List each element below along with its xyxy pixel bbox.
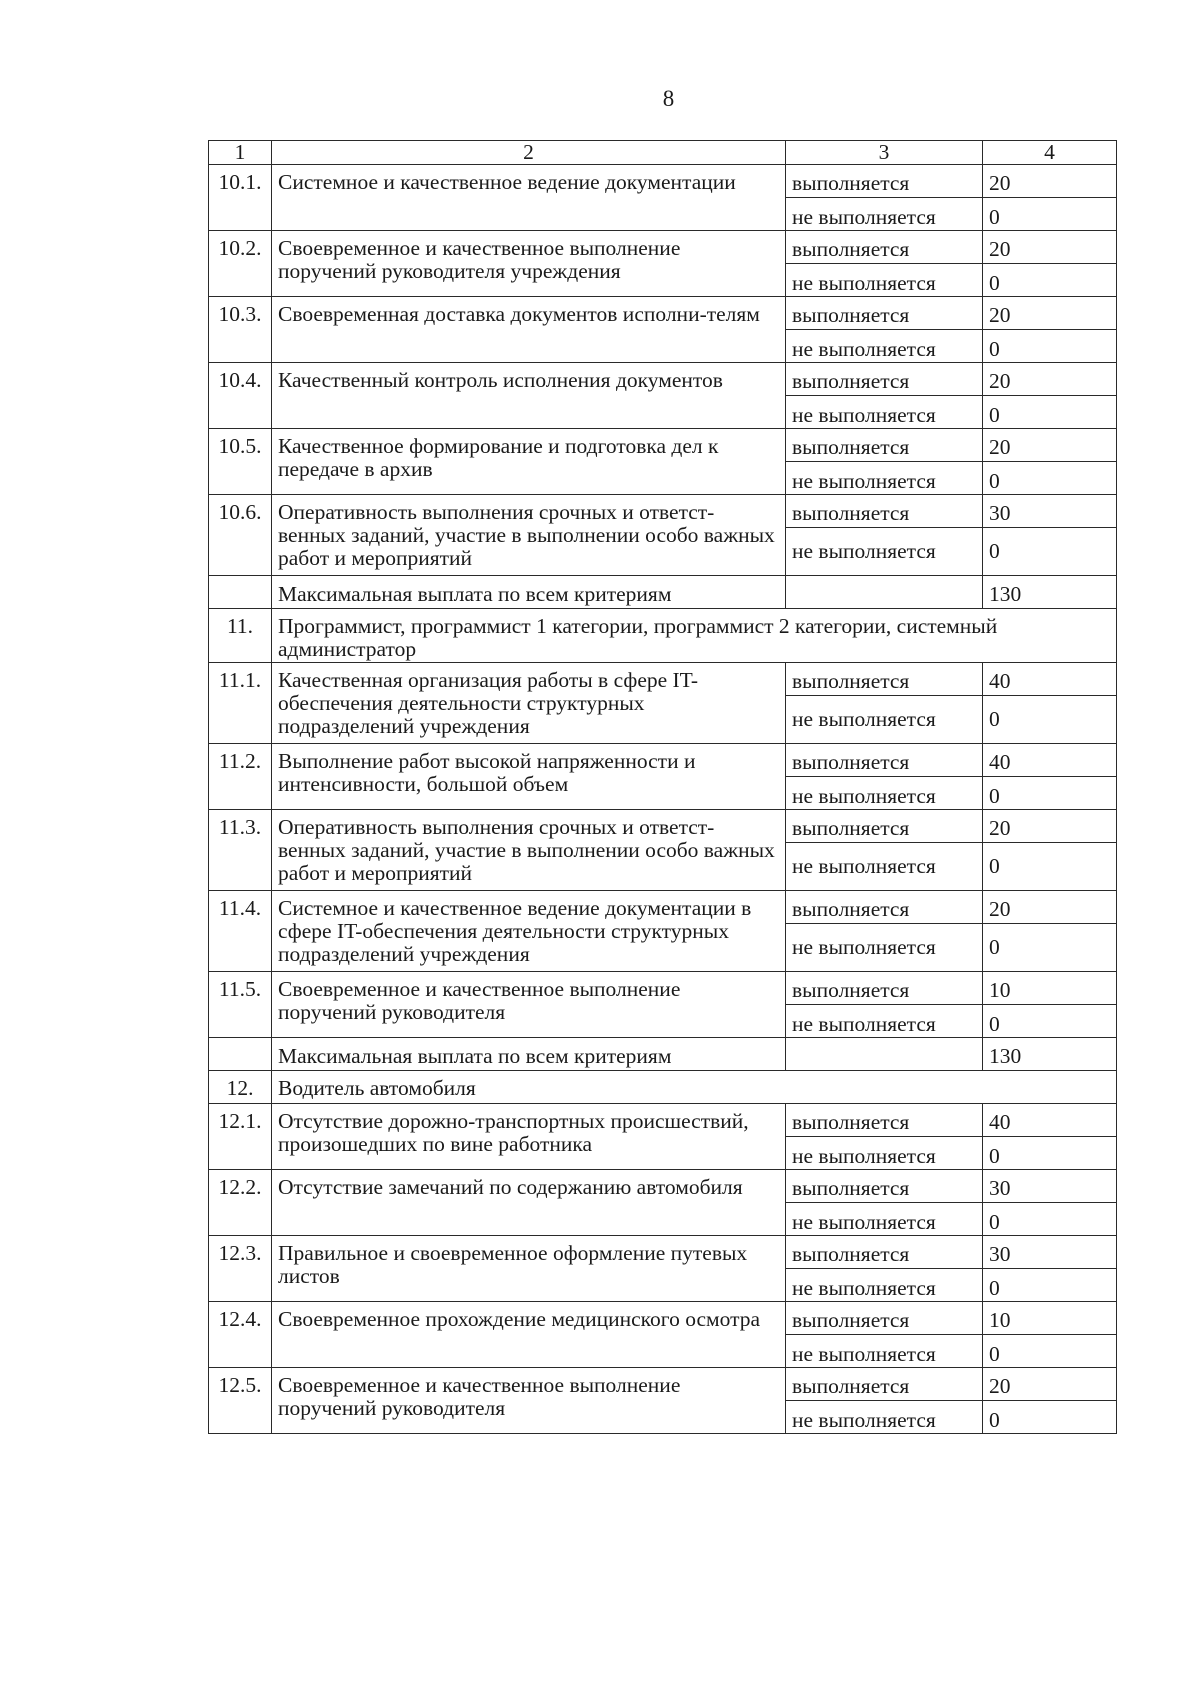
criterion-number: 10.2. (209, 231, 272, 297)
table-row (209, 429, 1117, 462)
table-row (209, 165, 1117, 198)
criteria-table (208, 140, 1117, 1434)
points-done: 10 (983, 1302, 1117, 1335)
result-done: выполняется (786, 1302, 983, 1335)
result-not-done: не выполняется (786, 462, 983, 495)
table-row (209, 1302, 1117, 1335)
criterion-number: 12.3. (209, 1236, 272, 1302)
criterion-number: 11.3. (209, 810, 272, 891)
points-not-done: 0 (983, 1203, 1117, 1236)
result-not-done: не выполняется (786, 330, 983, 363)
criterion-number: 10.3. (209, 297, 272, 363)
empty-cell (209, 576, 272, 609)
result-done: выполняется (786, 744, 983, 777)
points-not-done: 0 (983, 396, 1117, 429)
criterion-text: Выполнение работ высокой напряженности и интенсивности, большой объем (272, 744, 786, 810)
criterion-number: 10.5. (209, 429, 272, 495)
points-done: 20 (983, 810, 1117, 843)
table-row (209, 810, 1117, 843)
criterion-number: 12.2. (209, 1170, 272, 1236)
table-row (209, 495, 1117, 528)
points-done: 20 (983, 297, 1117, 330)
result-done: выполняется (786, 297, 983, 330)
points-not-done: 0 (983, 1269, 1117, 1302)
result-not-done: не выполняется (786, 843, 983, 891)
criterion-text: Отсутствие дорожно-транспортных происшествий, произошедших по вине работника (272, 1104, 786, 1170)
max-payment-row (209, 1038, 1117, 1071)
result-not-done: не выполняется (786, 696, 983, 744)
table-row (209, 891, 1117, 924)
criterion-number: 12.4. (209, 1302, 272, 1368)
points-done: 30 (983, 495, 1117, 528)
result-done: выполняется (786, 1170, 983, 1203)
section-title: Программист, программист 1 категории, программист 2 категории, системный администратор (272, 609, 1117, 663)
header-cell: 2 (272, 141, 786, 165)
result-done: выполняется (786, 1236, 983, 1269)
criterion-number: 11.1. (209, 663, 272, 744)
table-row (209, 972, 1117, 1005)
criterion-text: Оперативность выполнения срочных и ответст-венных заданий, участие в выполнении особо важных работ и мероприятий (272, 810, 786, 891)
points-done: 20 (983, 165, 1117, 198)
criterion-text: Качественная организация работы в сфере IT-обеспечения деятельности структурных подразделений учреждения (272, 663, 786, 744)
result-done: выполняется (786, 165, 983, 198)
result-not-done: не выполняется (786, 1005, 983, 1038)
max-payment-label: Максимальная выплата по всем критериям (272, 576, 786, 609)
table-row (209, 1170, 1117, 1203)
points-not-done: 0 (983, 528, 1117, 576)
header-cell: 3 (786, 141, 983, 165)
table-row (209, 744, 1117, 777)
result-not-done: не выполняется (786, 1137, 983, 1170)
criterion-number: 12.5. (209, 1368, 272, 1434)
result-not-done: не выполняется (786, 1269, 983, 1302)
result-not-done: не выполняется (786, 1335, 983, 1368)
result-not-done: не выполняется (786, 1203, 983, 1236)
criterion-number: 11.4. (209, 891, 272, 972)
points-not-done: 0 (983, 924, 1117, 972)
result-done: выполняется (786, 972, 983, 1005)
empty-cell (209, 1038, 272, 1071)
points-done: 30 (983, 1236, 1117, 1269)
table-header-row (209, 141, 1117, 165)
points-not-done: 0 (983, 1005, 1117, 1038)
points-done: 20 (983, 891, 1117, 924)
points-done: 20 (983, 429, 1117, 462)
criterion-text: Оперативность выполнения срочных и ответст-венных заданий, участие в выполнении особо важных работ и мероприятий (272, 495, 786, 576)
points-not-done: 0 (983, 696, 1117, 744)
table-row (209, 363, 1117, 396)
criterion-text: Своевременное и качественное выполнение поручений руководителя (272, 972, 786, 1038)
section-number: 11. (209, 609, 272, 663)
result-not-done: не выполняется (786, 1401, 983, 1434)
result-done: выполняется (786, 1368, 983, 1401)
criterion-text: Отсутствие замечаний по содержанию автомобиля (272, 1170, 786, 1236)
table-row (209, 1104, 1117, 1137)
result-done: выполняется (786, 663, 983, 696)
points-not-done: 0 (983, 1137, 1117, 1170)
section-number: 12. (209, 1071, 272, 1104)
result-done: выполняется (786, 429, 983, 462)
result-not-done: не выполняется (786, 924, 983, 972)
table-row (209, 231, 1117, 264)
result-done: выполняется (786, 495, 983, 528)
points-done: 40 (983, 744, 1117, 777)
criterion-text: Своевременное прохождение медицинского осмотра (272, 1302, 786, 1368)
page-number: 8 (662, 86, 675, 111)
max-payment-row (209, 576, 1117, 609)
criterion-number: 10.4. (209, 363, 272, 429)
header-cell: 1 (209, 141, 272, 165)
table-row (209, 663, 1117, 696)
result-not-done: не выполняется (786, 198, 983, 231)
criterion-number: 11.5. (209, 972, 272, 1038)
result-not-done: не выполняется (786, 528, 983, 576)
table-row (209, 1368, 1117, 1401)
criterion-text: Системное и качественное ведение документации (272, 165, 786, 231)
result-done: выполняется (786, 231, 983, 264)
criterion-text: Своевременное и качественное выполнение поручений руководителя (272, 1368, 786, 1434)
points-not-done: 0 (983, 1335, 1117, 1368)
points-not-done: 0 (983, 843, 1117, 891)
criterion-text: Правильное и своевременное оформление путевых листов (272, 1236, 786, 1302)
section-row (209, 609, 1117, 663)
section-title: Водитель автомобиля (272, 1071, 1117, 1104)
result-not-done: не выполняется (786, 777, 983, 810)
points-not-done: 0 (983, 777, 1117, 810)
result-done: выполняется (786, 1104, 983, 1137)
points-not-done: 0 (983, 462, 1117, 495)
max-payment-total: 130 (983, 576, 1117, 609)
points-done: 20 (983, 363, 1117, 396)
points-not-done: 0 (983, 1401, 1117, 1434)
criterion-number: 11.2. (209, 744, 272, 810)
header-cell: 4 (983, 141, 1117, 165)
criterion-text: Своевременная доставка документов исполни-телям (272, 297, 786, 363)
result-not-done: не выполняется (786, 264, 983, 297)
points-done: 40 (983, 1104, 1117, 1137)
points-done: 30 (983, 1170, 1117, 1203)
section-row (209, 1071, 1117, 1104)
criterion-text: Качественный контроль исполнения документов (272, 363, 786, 429)
points-not-done: 0 (983, 330, 1117, 363)
empty-cell (786, 576, 983, 609)
result-not-done: не выполняется (786, 396, 983, 429)
points-done: 40 (983, 663, 1117, 696)
criterion-text: Системное и качественное ведение документации в сфере IT-обеспечения деятельности структурных подразделений учреждения (272, 891, 786, 972)
points-done: 10 (983, 972, 1117, 1005)
criterion-text: Качественное формирование и подготовка дел к передаче в архив (272, 429, 786, 495)
points-done: 20 (983, 1368, 1117, 1401)
points-done: 20 (983, 231, 1117, 264)
points-not-done: 0 (983, 198, 1117, 231)
max-payment-total: 130 (983, 1038, 1117, 1071)
criterion-text: Своевременное и качественное выполнение поручений руководителя учреждения (272, 231, 786, 297)
criterion-number: 10.1. (209, 165, 272, 231)
points-not-done: 0 (983, 264, 1117, 297)
result-done: выполняется (786, 891, 983, 924)
table-row (209, 1236, 1117, 1269)
result-done: выполняется (786, 810, 983, 843)
result-done: выполняется (786, 363, 983, 396)
criterion-number: 12.1. (209, 1104, 272, 1170)
table-row (209, 297, 1117, 330)
empty-cell (786, 1038, 983, 1071)
criterion-number: 10.6. (209, 495, 272, 576)
max-payment-label: Максимальная выплата по всем критериям (272, 1038, 786, 1071)
